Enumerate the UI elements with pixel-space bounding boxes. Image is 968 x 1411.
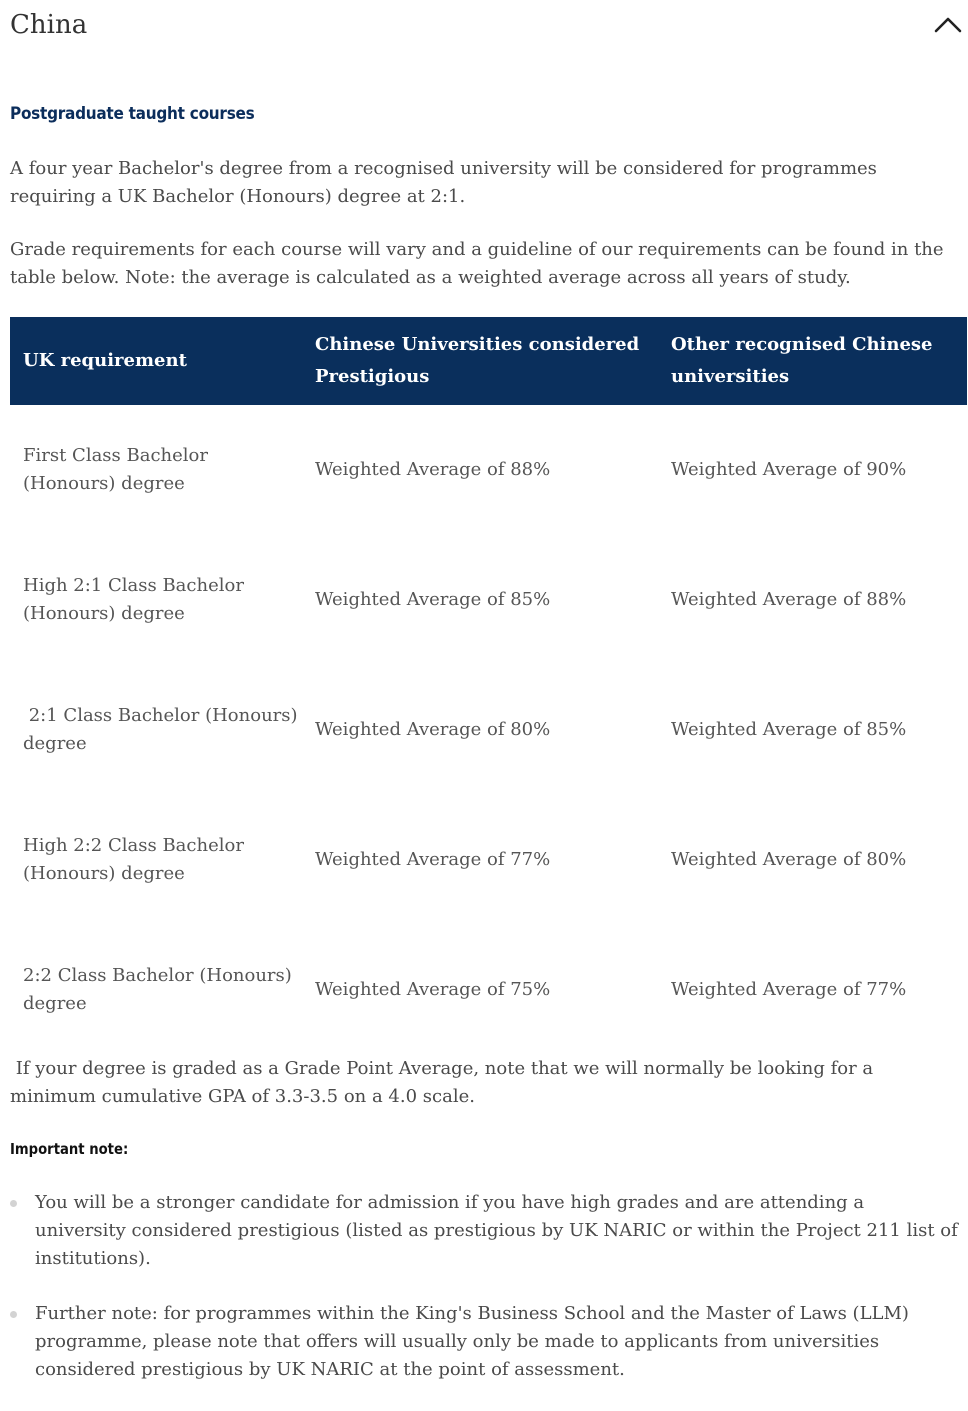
cell-other: Weighted Average of 80% [671,849,907,870]
header-prestigious: Chinese Universities considered Prestigious [315,334,640,387]
cell-prestigious: Weighted Average of 77% [315,849,551,870]
cell-prestigious: Weighted Average of 88% [315,459,551,480]
important-note-title: Important note: [10,1140,129,1158]
section-title: Postgraduate taught courses [10,104,255,124]
table-row [10,535,967,665]
accordion-header[interactable] [10,0,968,50]
cell-uk-requirement: 2:2 Class Bachelor (Honours) degree [23,965,292,1014]
cell-other: Weighted Average of 88% [671,589,907,610]
table-row [10,925,967,1055]
intro-paragraph: A four year Bachelor's degree from a recognised university will be considered for programmes requiring a UK Bachelor (Honours) degree at 2:1. [10,158,877,207]
cell-other: Weighted Average of 85% [671,719,907,740]
requirements-table [10,317,967,1055]
list-item [10,1300,960,1384]
gpa-paragraph: If your degree is graded as a Grade Point Average, note that we will normally be looking for a minimum cumulative GPA of 3.3-3.5 on a 4.0 scale. [10,1058,879,1107]
cell-uk-requirement: High 2:2 Class Bachelor (Honours) degree [23,835,244,884]
cell-other: Weighted Average of 77% [671,979,907,1000]
list-item [10,1189,960,1273]
cell-uk-requirement: First Class Bachelor (Honours) degree [23,445,208,494]
cell-prestigious: Weighted Average of 80% [315,719,551,740]
list-item-text: You will be a stronger candidate for admission if you have high grades and are attending a university considered prestigious (listed as prestigious by UK NARIC or within the Project 211 list of institutions). [35,1192,958,1269]
cell-prestigious: Weighted Average of 75% [315,979,551,1000]
cell-uk-requirement: 2:1 Class Bachelor (Honours) degree [23,705,304,754]
list-item-text: Further note: for programmes within the King's Business School and the Master of Laws (LLM) programme, please note that offers will usually only be made to applicants from universities considered prestigious by UK NARIC at the point of assessment. [35,1303,909,1380]
table-row [10,795,967,925]
header-uk-requirement: UK requirement [23,350,187,371]
table-header-row [10,317,967,405]
cell-uk-requirement: High 2:1 Class Bachelor (Honours) degree [23,575,244,624]
bullet-icon [10,1311,17,1318]
header-other: Other recognised Chinese universities [671,334,933,387]
grade-paragraph: Grade requirements for each course will vary and a guideline of our requirements can be found in the table below. Note: the average is calculated as a weighted average across all years of study. [10,239,944,288]
table-row [10,405,967,535]
important-note-list [10,1189,960,1411]
cell-prestigious: Weighted Average of 85% [315,589,551,610]
accordion-title: China [10,10,88,40]
collapse-toggle-button[interactable] [930,7,966,43]
chevron-up-icon [933,16,963,34]
cell-other: Weighted Average of 90% [671,459,907,480]
bullet-icon [10,1200,17,1207]
table-row [10,665,967,795]
